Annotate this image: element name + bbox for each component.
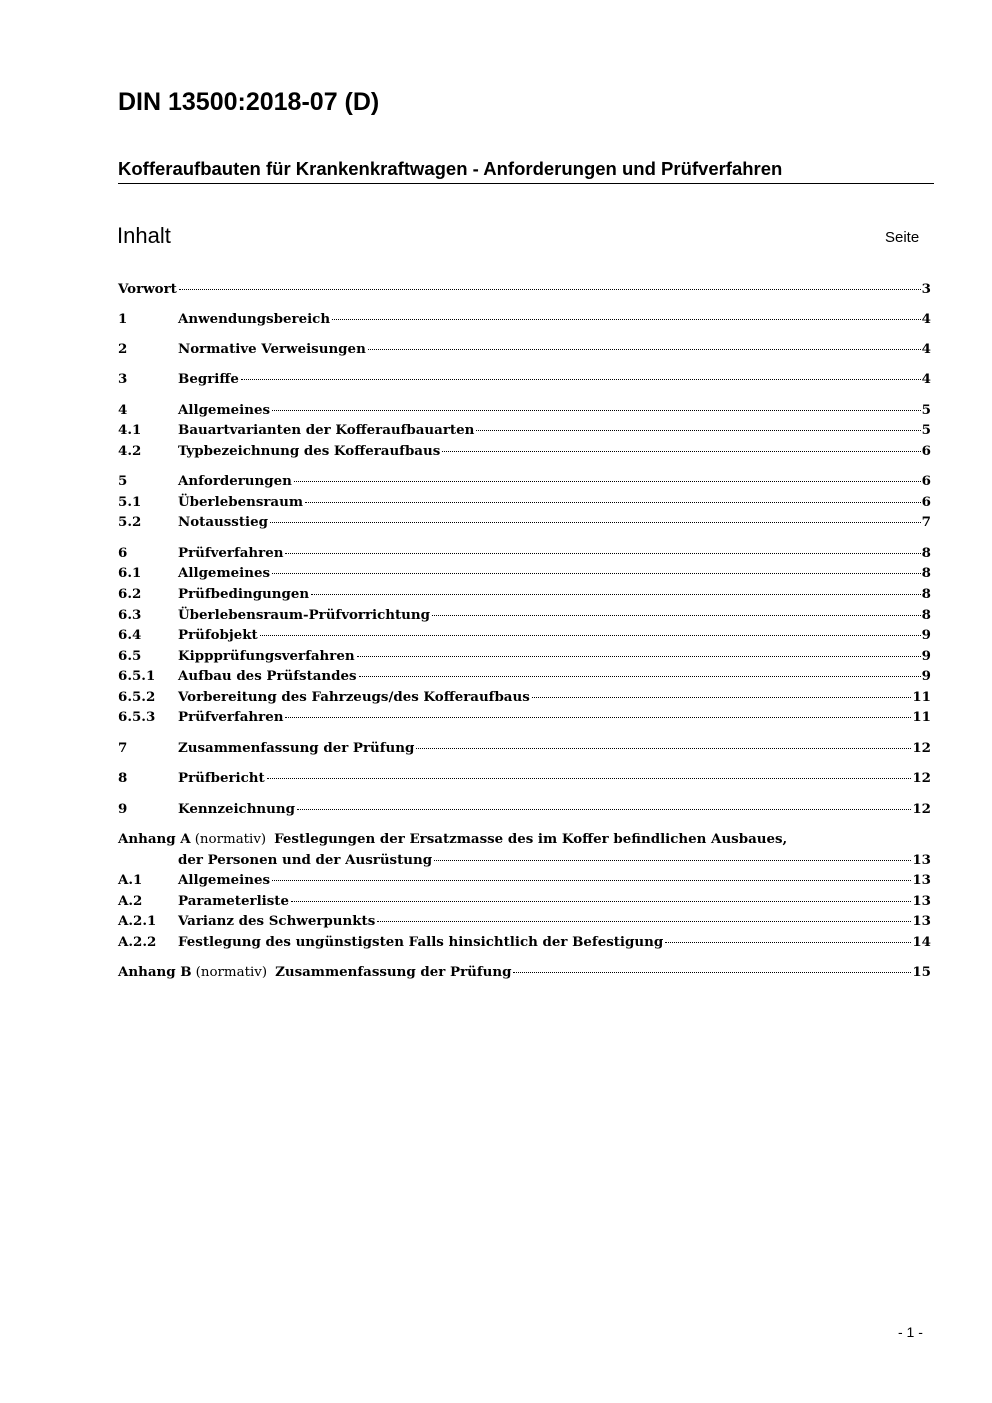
dot-leader [416,748,911,749]
dot-leader [294,481,921,482]
dot-leader [272,573,921,574]
toc-entry-number: 7 [118,740,128,756]
page-number: - 1 - [898,1324,923,1340]
toc-entry-number: 1 [118,311,128,327]
dot-leader [272,410,921,411]
toc-entry-number: 6.1 [118,565,142,581]
toc-entry[interactable] [118,607,931,626]
toc-entry-text: Zusammenfassung der Prüfung [178,740,415,756]
toc-entry-number: 6.2 [118,586,142,602]
toc-entry-number: A.2 [118,893,143,909]
toc-annex-title: Festlegungen der Ersatzmasse des im Koffer befindlichen Ausbaues, [274,831,788,847]
toc-entry[interactable] [118,872,931,891]
toc-annex-a-heading[interactable] [118,831,931,850]
dot-leader [513,972,911,973]
dot-leader [442,451,920,452]
toc-entry-text: Vorbereitung des Fahrzeugs/des Kofferaufbaus [178,689,530,705]
toc-entry[interactable] [118,770,931,789]
toc-entry-text: Allgemeines [178,402,271,418]
toc-entry-text: Kennzeichnung [178,801,296,817]
toc-entry-text: Allgemeines [178,872,271,888]
toc-entry-page: 5 [921,402,931,418]
title-rule [118,183,934,184]
toc-entry-number: 8 [118,770,128,786]
dot-leader [532,697,912,698]
toc-entry[interactable] [118,934,931,953]
toc-entry[interactable] [118,627,931,646]
dot-leader [311,594,921,595]
toc-entry[interactable] [118,913,931,932]
dot-leader [368,349,921,350]
toc-entry-number: 4.1 [118,422,142,438]
toc-entry-text: Prüfverfahren [178,709,284,725]
dot-leader [267,778,912,779]
toc-entry-text: Überlebensraum [178,494,304,510]
toc-entry-page: 4 [921,341,931,357]
toc-entry-page: 6 [921,473,931,489]
toc-entry[interactable] [118,740,931,759]
toc-annex-label: Anhang A [118,831,191,847]
toc-entry-text: Begriffe [178,371,239,387]
toc-entry-text: Typbezeichnung des Kofferaufbaus [178,443,441,459]
toc-entry-page: 13 [912,852,931,868]
toc-entry-number: 4 [118,402,128,418]
toc-entry-number: 6.5.2 [118,689,156,705]
toc-entry-text: Überlebensraum-Prüfvorrichtung [178,607,431,623]
dot-leader [305,502,921,503]
dot-leader [270,522,921,523]
dot-leader [357,656,921,657]
toc-entry-page: 13 [912,872,931,888]
dot-leader [297,809,911,810]
toc-entry-page: 12 [912,770,931,786]
toc-entry-page: 6 [921,494,931,510]
toc-page-label: Seite [885,229,920,246]
toc-annex-qualifier: (normativ) [195,965,268,980]
toc-entry-number: 6.5.1 [118,668,156,684]
toc-entry-number: 5.2 [118,514,142,530]
toc-entry[interactable] [118,689,931,708]
dot-leader [272,880,911,881]
toc-entry-page: 11 [912,709,931,725]
toc-entry-page: 8 [921,545,931,561]
toc-entry-vorwort[interactable] [118,281,931,300]
dot-leader [285,553,920,554]
toc-entry-page: 9 [921,648,931,664]
dot-leader [332,319,921,320]
toc-annex-a-continuation[interactable] [118,852,931,871]
toc-entry-page: 4 [921,371,931,387]
toc-entry-number: 9 [118,801,128,817]
dot-leader [179,289,921,290]
toc-annex-title-continued: der Personen und der Ausrüstung [178,852,433,868]
toc-annex-b-heading[interactable] [118,964,931,983]
dot-leader [432,615,921,616]
dot-leader [291,901,911,902]
toc-entry-text: Prüfverfahren [178,545,284,561]
document-title: Kofferaufbauten für Krankenkraftwagen - Anforderungen und Prüfverfahren [118,158,783,179]
toc-entry[interactable] [118,565,931,584]
toc-entry-number: 5.1 [118,494,142,510]
toc-entry-number: 6.5 [118,648,142,664]
toc-entry-page: 12 [912,740,931,756]
toc-entry-page: 9 [921,668,931,684]
toc-entry-text: Normative Verweisungen [178,341,366,357]
dot-leader [260,635,921,636]
toc-entry[interactable] [118,668,931,687]
toc-entry-number: 2 [118,341,128,357]
toc-heading: Inhalt [117,223,171,248]
dot-leader [476,430,920,431]
toc-entry-text: Prüfbericht [178,770,265,786]
toc-entry-number: 6.4 [118,627,142,643]
toc-entry-page: 8 [921,565,931,581]
toc-entry[interactable] [118,494,931,513]
toc-entry[interactable] [118,402,931,421]
toc-entry[interactable] [118,371,931,390]
toc-entry[interactable] [118,311,931,330]
toc-entry-page: 11 [912,689,931,705]
toc-entry-page: 3 [921,281,931,297]
dot-leader [434,860,911,861]
toc-entry[interactable] [118,443,931,462]
dot-leader [359,676,921,677]
toc-entry[interactable] [118,341,931,360]
toc-annex-title: Zusammenfassung der Prüfung [275,964,512,980]
toc-entry[interactable] [118,586,931,605]
toc-entry-page: 9 [921,627,931,643]
toc-entry[interactable] [118,709,931,728]
toc-entry-number: A.2.1 [118,913,157,929]
toc-entry-page: 13 [912,913,931,929]
toc-entry-text: Bauartvarianten der Kofferaufbauarten [178,422,475,438]
toc-entry-number: 4.2 [118,443,142,459]
toc-entry-text: Parameterliste [178,893,289,909]
toc-entry-number: A.2.2 [118,934,157,950]
toc-entry-page: 5 [921,422,931,438]
toc-entry[interactable] [118,893,931,912]
toc-entry[interactable] [118,514,931,533]
toc-entry-text: Varianz des Schwerpunkts [178,913,376,929]
toc-entry-text: Notausstieg [178,514,269,530]
toc-entry-number: 5 [118,473,128,489]
toc-entry-number: 3 [118,371,128,387]
dot-leader [377,921,911,922]
toc-annex-label: Anhang B [118,964,192,980]
toc-entry-page: 13 [912,893,931,909]
toc-entry[interactable] [118,545,931,564]
toc-entry-text: Vorwort [118,281,177,297]
toc-entry-text: Prüfbedingungen [178,586,310,602]
dot-leader [285,717,911,718]
toc-entry-text: Festlegung des ungünstigsten Falls hinsichtlich der Befestigung [178,934,664,950]
toc-entry[interactable] [118,422,931,441]
toc-entry[interactable] [118,473,931,492]
toc-entry-text: Anforderungen [178,473,292,489]
toc-entry-page: 14 [912,934,931,950]
toc-entry-text: Aufbau des Prüfstandes [178,668,357,684]
toc-entry-page: 6 [921,443,931,459]
toc-entry-page: 15 [912,964,931,980]
dot-leader [665,942,911,943]
toc-entry-text: Anwendungsbereich [178,311,331,327]
toc-entry-number: 6.3 [118,607,142,623]
toc-entry-number: A.1 [118,872,143,888]
toc-annex-qualifier: (normativ) [194,832,267,847]
toc-entry[interactable] [118,648,931,667]
toc-entry-number: 6.5.3 [118,709,156,725]
toc-entry-number: 6 [118,545,128,561]
toc-entry-text: Prüfobjekt [178,627,258,643]
toc-entry-page: 12 [912,801,931,817]
toc-entry-page: 7 [921,514,931,530]
toc-entry-page: 4 [921,311,931,327]
dot-leader [241,379,921,380]
toc-entry-page: 8 [921,586,931,602]
toc-entry-text: Kippprüfungsverfahren [178,648,355,664]
toc-entry[interactable] [118,801,931,820]
toc-entry-text: Allgemeines [178,565,271,581]
toc-entry-page: 8 [921,607,931,623]
document-id: DIN 13500:2018-07 (D) [118,88,380,116]
